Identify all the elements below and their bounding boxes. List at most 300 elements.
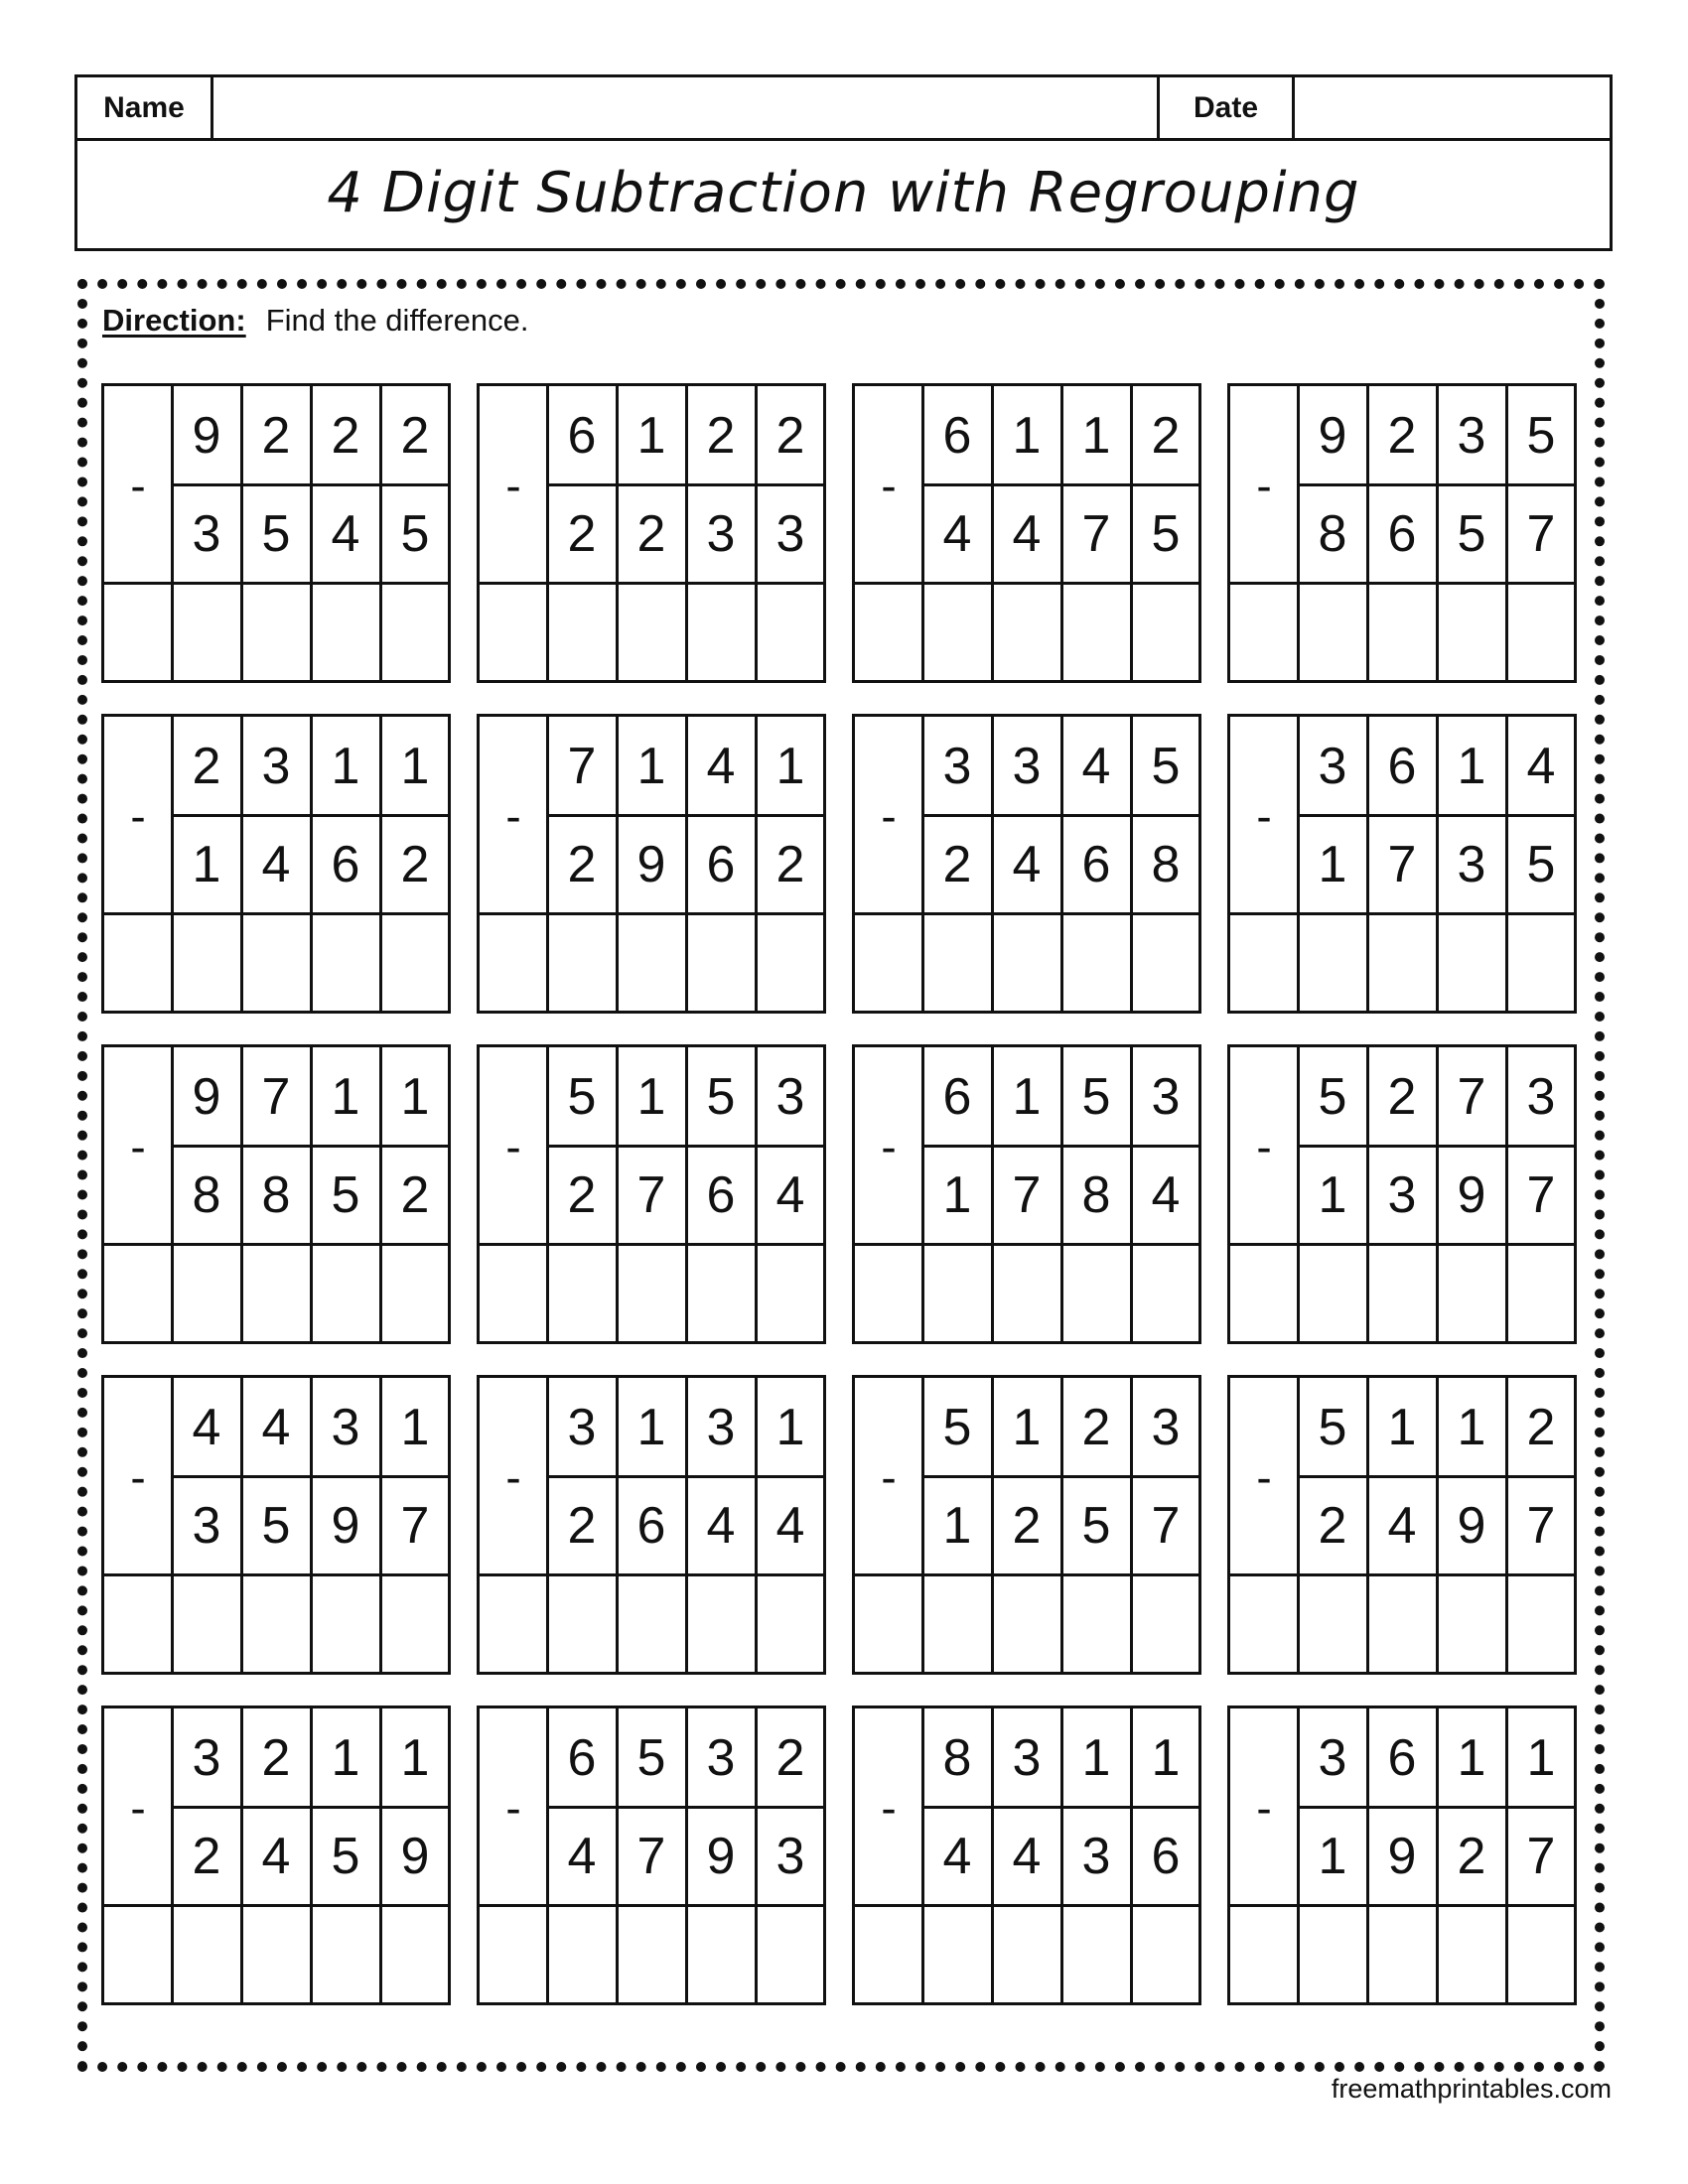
- minuend-digit: 2: [400, 406, 430, 465]
- answer-cell[interactable]: [174, 585, 240, 678]
- minuend-digit: 3: [261, 737, 291, 795]
- answer-cell[interactable]: [855, 915, 920, 1009]
- answer-cell[interactable]: [619, 1246, 685, 1339]
- minuend-digit: 6: [942, 406, 972, 465]
- answer-cell[interactable]: [1230, 1246, 1296, 1339]
- subtrahend-digit: 2: [775, 835, 805, 893]
- subtrahend-digit: 2: [567, 504, 597, 563]
- minuend-digit: 1: [1012, 1067, 1042, 1126]
- minuend-digit: 1: [1081, 406, 1111, 465]
- minuend-digit: 4: [706, 737, 736, 795]
- answer-cell[interactable]: [1508, 1907, 1575, 2000]
- answer-cell[interactable]: [619, 585, 685, 678]
- minuend-digit: 4: [1526, 737, 1556, 795]
- subtrahend-digit: 6: [1387, 504, 1417, 563]
- minuend-digit: 4: [1081, 737, 1111, 795]
- minuend-digit: 1: [1151, 1728, 1181, 1787]
- subtrahend-digit: 7: [636, 1827, 666, 1885]
- answer-cell[interactable]: [924, 1576, 991, 1670]
- minus-sign: -: [505, 459, 521, 511]
- subtrahend-digit: 5: [331, 1165, 360, 1224]
- problem-17: [101, 1706, 451, 2005]
- answer-cell[interactable]: [549, 1907, 616, 2000]
- answer-cell[interactable]: [688, 1907, 755, 2000]
- answer-cell[interactable]: [1439, 1576, 1505, 1670]
- minuend-digit: 6: [567, 1728, 597, 1787]
- answer-cell[interactable]: [243, 1246, 310, 1339]
- answer-cell[interactable]: [1369, 1907, 1436, 2000]
- answer-cell[interactable]: [313, 1576, 379, 1670]
- answer-cell[interactable]: [924, 1246, 991, 1339]
- answer-cell[interactable]: [1508, 585, 1575, 678]
- subtrahend-digit: 9: [400, 1827, 430, 1885]
- answer-cell[interactable]: [1369, 1576, 1436, 1670]
- answer-cell[interactable]: [994, 585, 1060, 678]
- minuend-digit: 7: [261, 1067, 291, 1126]
- subtrahend-digit: 9: [1457, 1165, 1486, 1224]
- subtrahend-digit: 7: [1526, 1496, 1556, 1555]
- answer-cell[interactable]: [480, 915, 545, 1009]
- answer-cell[interactable]: [174, 1907, 240, 2000]
- answer-cell[interactable]: [1439, 915, 1505, 1009]
- subtrahend-digit: 7: [1526, 504, 1556, 563]
- minuend-digit: 1: [636, 737, 666, 795]
- problem-15: [852, 1375, 1201, 1675]
- answer-cell[interactable]: [382, 1246, 449, 1339]
- subtrahend-digit: 2: [1318, 1496, 1347, 1555]
- subtrahend-digit: 4: [567, 1827, 597, 1885]
- answer-cell[interactable]: [1439, 585, 1505, 678]
- subtrahend-digit: 6: [706, 835, 736, 893]
- subtrahend-digit: 6: [636, 1496, 666, 1555]
- subtrahend-digit: 1: [1318, 1827, 1347, 1885]
- minuend-digit: 4: [261, 1398, 291, 1456]
- name-label: Name: [77, 77, 213, 138]
- subtrahend-digit: 4: [1151, 1165, 1181, 1224]
- answer-cell[interactable]: [1300, 1576, 1366, 1670]
- subtrahend-digit: 4: [1012, 835, 1042, 893]
- answer-cell[interactable]: [382, 915, 449, 1009]
- minuend-digit: 3: [775, 1067, 805, 1126]
- subtrahend-digit: 1: [1318, 835, 1347, 893]
- minuend-digit: 2: [775, 406, 805, 465]
- answer-cell[interactable]: [313, 585, 379, 678]
- answer-cell[interactable]: [924, 915, 991, 1009]
- problem-2: [477, 383, 826, 683]
- answer-cell[interactable]: [1133, 1246, 1199, 1339]
- answer-cell[interactable]: [1230, 1907, 1296, 2000]
- answer-cell[interactable]: [243, 915, 310, 1009]
- subtrahend-digit: 5: [261, 1496, 291, 1555]
- answer-cell[interactable]: [104, 1246, 170, 1339]
- minuend-digit: 5: [1151, 737, 1181, 795]
- minuend-digit: 2: [331, 406, 360, 465]
- answer-cell[interactable]: [1230, 585, 1296, 678]
- answer-cell[interactable]: [1300, 1907, 1366, 2000]
- minuend-digit: 2: [1387, 1067, 1417, 1126]
- subtrahend-digit: 2: [636, 504, 666, 563]
- subtrahend-digit: 3: [1081, 1827, 1111, 1885]
- minuend-digit: 5: [942, 1398, 972, 1456]
- minuend-digit: 1: [1012, 406, 1042, 465]
- answer-cell[interactable]: [688, 1576, 755, 1670]
- subtrahend-digit: 7: [1387, 835, 1417, 893]
- subtrahend-digit: 7: [1526, 1827, 1556, 1885]
- answer-cell[interactable]: [619, 1576, 685, 1670]
- answer-cell[interactable]: [480, 1907, 545, 2000]
- answer-cell[interactable]: [1230, 915, 1296, 1009]
- subtrahend-digit: 4: [775, 1165, 805, 1224]
- answer-cell[interactable]: [243, 1576, 310, 1670]
- answer-cell[interactable]: [855, 1907, 920, 2000]
- answer-cell[interactable]: [1300, 1246, 1366, 1339]
- answer-cell[interactable]: [688, 585, 755, 678]
- subtrahend-digit: 1: [1318, 1165, 1347, 1224]
- minuend-digit: 1: [331, 1067, 360, 1126]
- subtrahend-digit: 4: [1012, 1827, 1042, 1885]
- subtrahend-digit: 3: [192, 1496, 221, 1555]
- subtrahend-digit: 9: [706, 1827, 736, 1885]
- minuend-digit: 7: [567, 737, 597, 795]
- answer-cell[interactable]: [1508, 915, 1575, 1009]
- minus-sign: -: [130, 1781, 146, 1834]
- subtrahend-digit: 5: [1457, 504, 1486, 563]
- subtrahend-digit: 7: [1012, 1165, 1042, 1224]
- subtrahend-digit: 2: [400, 1165, 430, 1224]
- answer-cell[interactable]: [549, 1246, 616, 1339]
- problem-14: [477, 1375, 826, 1675]
- answer-cell[interactable]: [994, 1576, 1060, 1670]
- date-label: Date: [1160, 77, 1295, 138]
- name-date-row: [77, 77, 1610, 141]
- minuend-digit: 6: [1387, 737, 1417, 795]
- minuend-digit: 1: [400, 1067, 430, 1126]
- minuend-digit: 2: [1151, 406, 1181, 465]
- minuend-digit: 6: [1387, 1728, 1417, 1787]
- answer-cell[interactable]: [1300, 585, 1366, 678]
- minuend-digit: 1: [400, 1398, 430, 1456]
- answer-cell[interactable]: [994, 915, 1060, 1009]
- answer-cell[interactable]: [549, 915, 616, 1009]
- minuend-digit: 5: [1318, 1398, 1347, 1456]
- answer-cell[interactable]: [104, 915, 170, 1009]
- minuend-digit: 5: [1081, 1067, 1111, 1126]
- answer-cell[interactable]: [994, 1246, 1060, 1339]
- subtrahend-digit: 7: [1526, 1165, 1556, 1224]
- name-field[interactable]: [213, 77, 1160, 138]
- problem-12: [1227, 1044, 1577, 1344]
- answer-cell[interactable]: [758, 1576, 824, 1670]
- answer-cell[interactable]: [313, 1246, 379, 1339]
- minus-sign: -: [505, 789, 521, 842]
- minuend-digit: 5: [567, 1067, 597, 1126]
- minus-sign: -: [130, 1450, 146, 1503]
- subtrahend-digit: 1: [192, 835, 221, 893]
- subtrahend-digit: 1: [942, 1165, 972, 1224]
- minuend-digit: 1: [1526, 1728, 1556, 1787]
- subtrahend-digit: 3: [706, 504, 736, 563]
- minuend-digit: 6: [567, 406, 597, 465]
- minuend-digit: 1: [1387, 1398, 1417, 1456]
- minus-sign: -: [130, 789, 146, 842]
- direction: [102, 303, 529, 339]
- answer-cell[interactable]: [382, 585, 449, 678]
- answer-cell[interactable]: [1063, 1907, 1130, 2000]
- minuend-digit: 1: [636, 406, 666, 465]
- subtrahend-digit: 2: [1457, 1827, 1486, 1885]
- minuend-digit: 1: [775, 737, 805, 795]
- problem-5: [101, 714, 451, 1014]
- subtrahend-digit: 2: [942, 835, 972, 893]
- subtrahend-digit: 5: [331, 1827, 360, 1885]
- answer-cell[interactable]: [1508, 1576, 1575, 1670]
- subtrahend-digit: 7: [1151, 1496, 1181, 1555]
- subtrahend-digit: 4: [942, 1827, 972, 1885]
- answer-cell[interactable]: [758, 1246, 824, 1339]
- problem-7: [852, 714, 1201, 1014]
- minus-sign: -: [130, 459, 146, 511]
- minus-sign: -: [1256, 789, 1272, 842]
- answer-cell[interactable]: [174, 1576, 240, 1670]
- minuend-digit: 2: [261, 1728, 291, 1787]
- minuend-digit: 1: [400, 1728, 430, 1787]
- minus-sign: -: [505, 1781, 521, 1834]
- problem-13: [101, 1375, 451, 1675]
- answer-cell[interactable]: [758, 1907, 824, 2000]
- minuend-digit: 8: [942, 1728, 972, 1787]
- minuend-digit: 1: [1012, 1398, 1042, 1456]
- answer-cell[interactable]: [1369, 915, 1436, 1009]
- answer-cell[interactable]: [1063, 1576, 1130, 1670]
- subtrahend-digit: 8: [1151, 835, 1181, 893]
- subtrahend-digit: 6: [1151, 1827, 1181, 1885]
- answer-cell[interactable]: [1063, 915, 1130, 1009]
- minuend-digit: 2: [1387, 406, 1417, 465]
- subtrahend-digit: 2: [1012, 1496, 1042, 1555]
- problem-20: [1227, 1706, 1577, 2005]
- answer-cell[interactable]: [1369, 585, 1436, 678]
- subtrahend-digit: 7: [400, 1496, 430, 1555]
- answer-cell[interactable]: [688, 1246, 755, 1339]
- answer-cell[interactable]: [313, 915, 379, 1009]
- answer-cell[interactable]: [243, 585, 310, 678]
- minuend-digit: 3: [1012, 1728, 1042, 1787]
- answer-cell[interactable]: [104, 585, 170, 678]
- minuend-digit: 4: [192, 1398, 221, 1456]
- minuend-digit: 1: [636, 1398, 666, 1456]
- problem-16: [1227, 1375, 1577, 1675]
- answer-cell[interactable]: [174, 1246, 240, 1339]
- answer-cell[interactable]: [924, 1907, 991, 2000]
- subtrahend-digit: 8: [192, 1165, 221, 1224]
- answer-cell[interactable]: [382, 1907, 449, 2000]
- subtrahend-digit: 5: [261, 504, 291, 563]
- minuend-digit: 1: [1457, 737, 1486, 795]
- answer-cell[interactable]: [758, 915, 824, 1009]
- minus-sign: -: [505, 1450, 521, 1503]
- minuend-digit: 7: [1457, 1067, 1486, 1126]
- answer-cell[interactable]: [480, 1576, 545, 1670]
- answer-cell[interactable]: [382, 1576, 449, 1670]
- answer-cell[interactable]: [1063, 585, 1130, 678]
- subtrahend-digit: 2: [567, 1496, 597, 1555]
- subtrahend-digit: 7: [1081, 504, 1111, 563]
- minuend-digit: 9: [192, 1067, 221, 1126]
- answer-cell[interactable]: [104, 1576, 170, 1670]
- subtrahend-digit: 5: [1081, 1496, 1111, 1555]
- subtrahend-digit: 4: [942, 504, 972, 563]
- minuend-digit: 3: [331, 1398, 360, 1456]
- problem-19: [852, 1706, 1201, 2005]
- minuend-digit: 2: [1081, 1398, 1111, 1456]
- answer-cell[interactable]: [688, 915, 755, 1009]
- worksheet-header: [74, 74, 1613, 251]
- answer-cell[interactable]: [549, 1576, 616, 1670]
- subtrahend-digit: 4: [1012, 504, 1042, 563]
- answer-cell[interactable]: [1439, 1907, 1505, 2000]
- answer-cell[interactable]: [313, 1907, 379, 2000]
- answer-cell[interactable]: [480, 585, 545, 678]
- minuend-digit: 3: [1012, 737, 1042, 795]
- minuend-digit: 1: [331, 1728, 360, 1787]
- minuend-digit: 1: [775, 1398, 805, 1456]
- subtrahend-digit: 4: [1387, 1496, 1417, 1555]
- answer-cell[interactable]: [619, 1907, 685, 2000]
- subtrahend-digit: 3: [1457, 835, 1486, 893]
- footer-site: freemathprintables.com: [1331, 2074, 1612, 2104]
- subtrahend-digit: 4: [331, 504, 360, 563]
- subtrahend-digit: 5: [1151, 504, 1181, 563]
- subtrahend-digit: 4: [706, 1496, 736, 1555]
- subtrahend-digit: 3: [775, 1827, 805, 1885]
- minuend-digit: 2: [261, 406, 291, 465]
- minus-sign: -: [881, 1781, 897, 1834]
- answer-cell[interactable]: [1230, 1576, 1296, 1670]
- problem-18: [477, 1706, 826, 2005]
- answer-cell[interactable]: [1133, 915, 1199, 1009]
- minus-sign: -: [881, 789, 897, 842]
- minuend-digit: 6: [942, 1067, 972, 1126]
- answer-cell[interactable]: [1439, 1246, 1505, 1339]
- problem-1: [101, 383, 451, 683]
- answer-cell[interactable]: [1133, 1576, 1199, 1670]
- minuend-digit: 3: [706, 1398, 736, 1456]
- subtrahend-digit: 6: [331, 835, 360, 893]
- minus-sign: -: [1256, 1120, 1272, 1172]
- subtrahend-digit: 2: [567, 1165, 597, 1224]
- minuend-digit: 3: [1526, 1067, 1556, 1126]
- subtrahend-digit: 4: [261, 1827, 291, 1885]
- subtrahend-digit: 1: [942, 1496, 972, 1555]
- answer-cell[interactable]: [1300, 915, 1366, 1009]
- subtrahend-digit: 2: [192, 1827, 221, 1885]
- minuend-digit: 1: [636, 1067, 666, 1126]
- minuend-digit: 1: [331, 737, 360, 795]
- subtrahend-digit: 2: [567, 835, 597, 893]
- answer-cell[interactable]: [1508, 1246, 1575, 1339]
- answer-cell[interactable]: [549, 585, 616, 678]
- subtrahend-digit: 8: [1081, 1165, 1111, 1224]
- date-field[interactable]: [1295, 77, 1610, 138]
- minuend-digit: 3: [942, 737, 972, 795]
- minus-sign: -: [881, 459, 897, 511]
- direction-label: Direction:: [102, 303, 246, 338]
- answer-cell[interactable]: [1369, 1246, 1436, 1339]
- subtrahend-digit: 9: [636, 835, 666, 893]
- subtrahend-digit: 9: [1457, 1496, 1486, 1555]
- minuend-digit: 5: [636, 1728, 666, 1787]
- subtrahend-digit: 9: [331, 1496, 360, 1555]
- subtrahend-digit: 4: [261, 835, 291, 893]
- problem-3: [852, 383, 1201, 683]
- minuend-digit: 3: [192, 1728, 221, 1787]
- answer-cell[interactable]: [855, 585, 920, 678]
- minuend-digit: 1: [400, 737, 430, 795]
- subtrahend-digit: 2: [400, 835, 430, 893]
- minuend-digit: 3: [1318, 737, 1347, 795]
- minuend-digit: 1: [1457, 1398, 1486, 1456]
- minuend-digit: 3: [1318, 1728, 1347, 1787]
- answer-cell[interactable]: [243, 1907, 310, 2000]
- subtrahend-digit: 6: [1081, 835, 1111, 893]
- answer-cell[interactable]: [1133, 585, 1199, 678]
- subtrahend-digit: 5: [400, 504, 430, 563]
- minus-sign: -: [881, 1120, 897, 1172]
- minuend-digit: 1: [1457, 1728, 1486, 1787]
- minuend-digit: 9: [1318, 406, 1347, 465]
- minuend-digit: 5: [1318, 1067, 1347, 1126]
- minus-sign: -: [505, 1120, 521, 1172]
- answer-cell[interactable]: [1133, 1907, 1199, 2000]
- minuend-digit: 1: [1081, 1728, 1111, 1787]
- subtrahend-digit: 3: [775, 504, 805, 563]
- minuend-digit: 9: [192, 406, 221, 465]
- minus-sign: -: [1256, 459, 1272, 511]
- subtrahend-digit: 4: [775, 1496, 805, 1555]
- minuend-digit: 2: [192, 737, 221, 795]
- minuend-digit: 2: [775, 1728, 805, 1787]
- answer-cell[interactable]: [480, 1246, 545, 1339]
- answer-cell[interactable]: [758, 585, 824, 678]
- answer-cell[interactable]: [994, 1907, 1060, 2000]
- minuend-digit: 2: [706, 406, 736, 465]
- minuend-digit: 3: [706, 1728, 736, 1787]
- minuend-digit: 2: [1526, 1398, 1556, 1456]
- problem-4: [1227, 383, 1577, 683]
- subtrahend-digit: 3: [192, 504, 221, 563]
- subtrahend-digit: 5: [1526, 835, 1556, 893]
- problem-11: [852, 1044, 1201, 1344]
- answer-cell[interactable]: [1063, 1246, 1130, 1339]
- answer-cell[interactable]: [855, 1246, 920, 1339]
- minus-sign: -: [881, 1450, 897, 1503]
- answer-cell[interactable]: [104, 1907, 170, 2000]
- direction-text: Find the difference.: [265, 303, 529, 338]
- minuend-digit: 3: [1151, 1398, 1181, 1456]
- minus-sign: -: [130, 1120, 146, 1172]
- problem-10: [477, 1044, 826, 1344]
- problem-6: [477, 714, 826, 1014]
- answer-cell[interactable]: [174, 915, 240, 1009]
- subtrahend-digit: 3: [1387, 1165, 1417, 1224]
- answer-cell[interactable]: [619, 915, 685, 1009]
- answer-cell[interactable]: [924, 585, 991, 678]
- subtrahend-digit: 8: [261, 1165, 291, 1224]
- minuend-digit: 5: [706, 1067, 736, 1126]
- subtrahend-digit: 6: [706, 1165, 736, 1224]
- problem-9: [101, 1044, 451, 1344]
- answer-cell[interactable]: [855, 1576, 920, 1670]
